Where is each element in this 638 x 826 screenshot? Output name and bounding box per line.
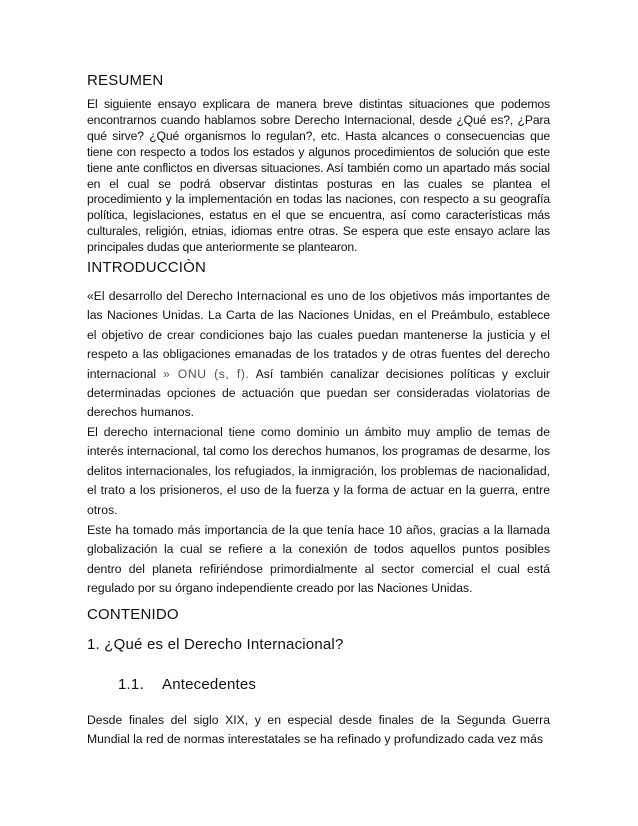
introduccion-paragraph-3: Este ha tomado más importancia de la que tenía hace 10 años, gracias a la llamada globalización la cual se refiere a la conexión de todos aquellos puntos posibles dentro del planeta refiriéndose primordialmente al sector comercial el cual está regulado por su órgano independiente creado por las Naciones Unidas.	[87, 523, 550, 596]
contenido-heading: CONTENIDO	[87, 606, 179, 623]
introduccion-heading: INTRODUCCIÒN	[87, 259, 207, 276]
introduccion-paragraph-2: El derecho internacional tiene como dominio un ámbito muy amplio de temas de interés internacional, tal como los derechos humanos, los programas de desarme, los delitos internacionales, los refugiados, la inmigración, los problemas de nacionalidad, el trato a los prisioneros, el uso de la fuerza y la forma de actuar en la guerra, entre otros.	[87, 425, 550, 517]
introduccion-paragraph-1	[87, 287, 550, 423]
citation: » ONU (s, f).	[162, 366, 250, 381]
section-title: Antecedentes	[162, 676, 257, 693]
quote-text: «El desarrollo del Derecho Internacional es uno de los objetivos más importantes de las Naciones Unidas. La Carta de las Naciones Unidas, en el Preámbulo, establece el objetivo de crear condiciones bajo las cuales puedan mantenerse la justicia y el respeto a las obligaciones emanadas de los tratados y de otras fuentes del derecho internacional	[87, 289, 550, 381]
section-number: 1.1.	[118, 676, 144, 693]
section-1-1-heading	[118, 676, 538, 693]
antecedentes-paragraph: Desde finales del siglo XIX, y en especial desde finales de la Segunda Guerra Mundial la red de normas interestatales se ha refinado y profundizado cada vez más	[87, 713, 550, 747]
resumen-paragraph: El siguiente ensayo explicara de manera breve distintas situaciones que podemos encontrarnos cuando hablamos sobre Derecho Internacional, desde ¿Qué es?, ¿Para qué sirve? ¿Qué organismos lo regulan?, etc. Hasta alcances o consecuencias que tiene con respecto a todos los estados y algunos procedimientos de solución que este tiene ante conflictos en diversas situaciones. Así también como un apartado más social en el cual se podrá observar distintas posturas en las cuales se plantea el procedimiento y la implementación en todas las naciones, con respecto a su geografía política, legislaciones, estatus en el que se encuentra, así como características más culturales, religión, etnias, idiomas entre otras. Se espera que este ensayo aclare las principales dudas que anteriormente se plantearon.	[87, 97, 550, 255]
resumen-heading: RESUMEN	[87, 72, 164, 89]
section-1-heading: 1. ¿Qué es el Derecho Internacional?	[87, 636, 344, 653]
quote-continuation: Así también canalizar decisiones políticas y excluir determinadas opciones de actuación que puedan ser consideradas violatorias de derechos humanos.	[87, 366, 550, 420]
